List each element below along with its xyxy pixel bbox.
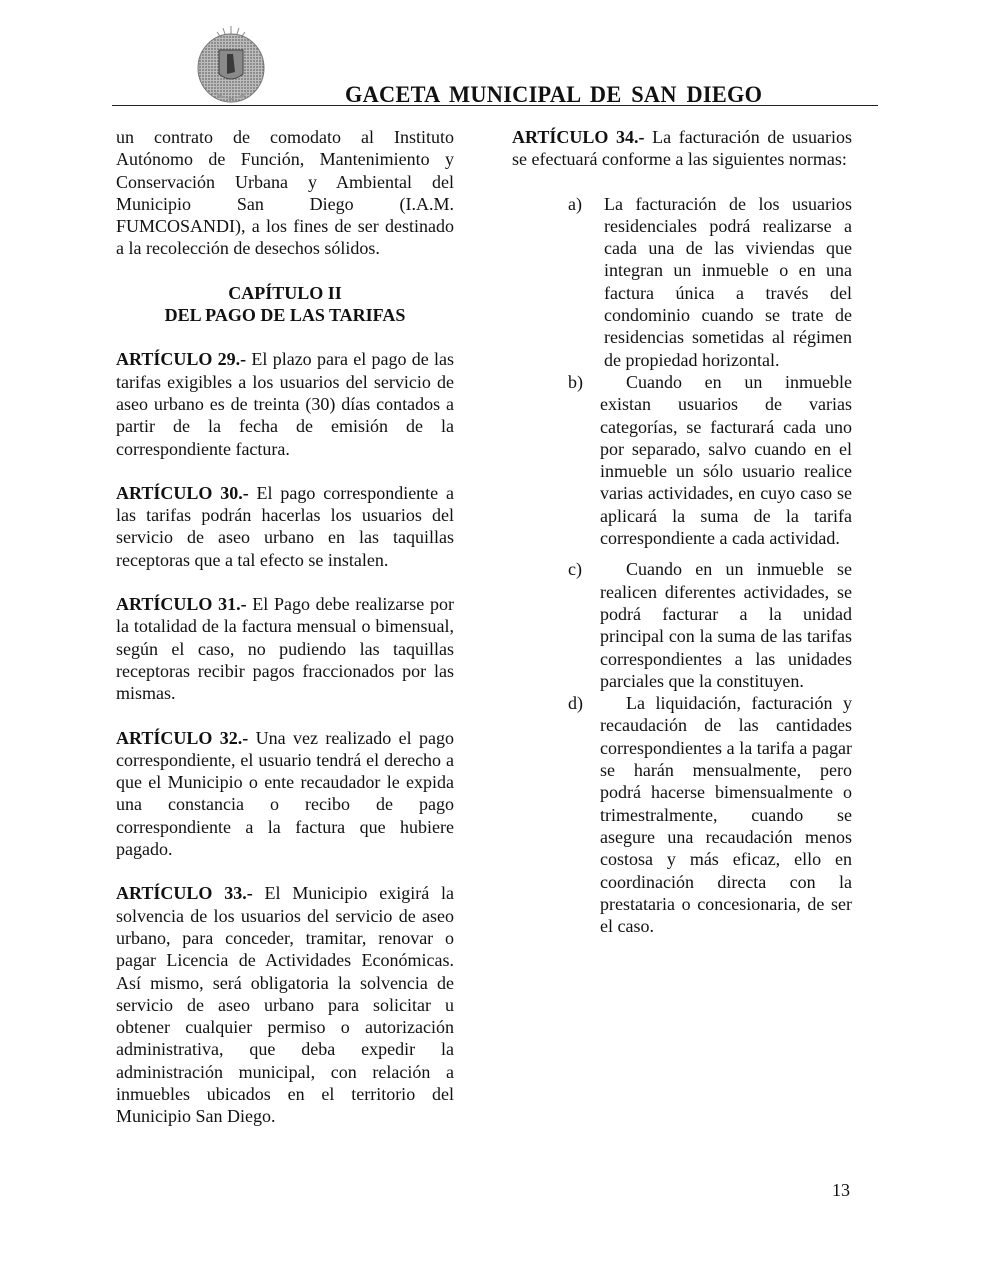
gazette-title: GACETA MUNICIPAL DE SAN DIEGO xyxy=(345,82,763,107)
header-divider xyxy=(112,105,878,106)
list-item-a xyxy=(512,193,852,371)
list-marker: a) xyxy=(568,193,582,214)
chapter-title: DEL PAGO DE LAS TARIFAS xyxy=(164,305,406,326)
article-text: La facturación de usuarios se efectuará conforme a las siguientes normas: xyxy=(512,127,852,170)
article-text: El plazo para el pago de las tarifas exigibles a los usuarios del servicio de aseo urbano es de treinta (30) días contados a partir de la fecha de emisión de la correspondiente factura. xyxy=(116,349,454,459)
list-marker: b) xyxy=(568,371,583,392)
article-text: El pago correspondiente a las tarifas podrán hacerlas los usuarios del servicio de aseo urbano en las taquillas receptoras que a tal efecto se instalen. xyxy=(116,482,454,570)
list-item-d xyxy=(512,692,852,937)
list-item-text: La facturación de los usuarios residenciales podrá realizarse a cada una de las viviendas que integran un inmueble o en una factura única a través del condominio cuando se trate de residencias sometidas al régimen de propiedad horizontal. xyxy=(604,193,852,370)
list-item-text: La liquidación, facturación y recaudación de las cantidades correspondientes a la tarifa a pagar se harán mensualmente, pero podrá hacerse bimensualmente o trimestralmente, cuando se asegure una recaudación menos costosa y más eficaz, ello en coordinación directa con la prestataria o concesionaria, de ser el caso. xyxy=(600,693,852,937)
list-item-c xyxy=(512,558,852,692)
article-33 xyxy=(116,882,454,1127)
list-marker: d) xyxy=(568,693,583,714)
article-label: ARTÍCULO 30.- xyxy=(116,482,249,503)
list-item-text: Cuando en un inmueble existan usuarios de varias categorías, se facturará cada uno por separado, salvo cuando en el inmueble un sólo usuario realice varias actividades, en cuyo caso se aplicará la suma de la tarifa correspondiente a cada actividad. xyxy=(600,371,852,549)
right-column xyxy=(512,126,852,937)
chapter-number: CAPÍTULO II xyxy=(228,282,342,303)
article-34 xyxy=(512,126,852,171)
article-label: ARTÍCULO 29.- xyxy=(116,349,247,370)
article-label: ARTÍCULO 34.- xyxy=(512,127,645,147)
article-31 xyxy=(116,593,454,704)
intro-paragraph: un contrato de comodato al Instituto Autónomo de Función, Mantenimiento y Conservación Urbana y Ambiental del Municipio San Diego (I.A.M. FUMCOSANDI), a los fines de ser destinado a la recolección de desechos sólidos. xyxy=(116,127,454,259)
list-marker: c) xyxy=(568,559,582,580)
coat-of-arms-icon xyxy=(193,24,269,104)
article-text: Una vez realizado el pago correspondiente, el usuario tendrá el derecho a que el Municipio o ente recaudador le expida una constancia o recibo de pago correspondiente a la factura que hubiere pagado. xyxy=(116,727,454,860)
article-label: ARTÍCULO 31.- xyxy=(116,594,247,615)
left-column xyxy=(116,126,454,1150)
article-30 xyxy=(116,482,454,571)
list-item-b xyxy=(512,371,852,549)
article-label: ARTÍCULO 33.- xyxy=(116,883,253,904)
article-29 xyxy=(116,348,454,459)
article-text: El Municipio exigirá la solvencia de los usuarios del servicio de aseo urbano, para conceder, tramitar, renovar o pagar Licencia de Actividades Económicas. Así mismo, será obligatoria la solvencia de servicio de aseo urbano para solicitar u obtener cualquier permiso o autorización administrativa, que deba expedir la administración municipal, con relación a inmuebles ubicados en el territorio del Municipio San Diego. xyxy=(116,883,455,1127)
chapter-heading xyxy=(116,282,454,327)
page-number: 13 xyxy=(832,1180,850,1200)
article-label: ARTÍCULO 32.- xyxy=(116,727,249,748)
billing-rules-list xyxy=(512,193,852,938)
article-32 xyxy=(116,727,454,861)
list-item-text: Cuando en un inmueble se realicen diferentes actividades, se podrá facturar a la unidad principal con la suma de las tarifas correspondientes a las unidades parciales que la constituyen. xyxy=(600,559,852,691)
article-text: El Pago debe realizarse por la totalidad de la factura mensual o bimensual, según el caso, no pudiendo las taquillas receptoras recibir pagos fraccionados por las mismas. xyxy=(116,594,454,704)
